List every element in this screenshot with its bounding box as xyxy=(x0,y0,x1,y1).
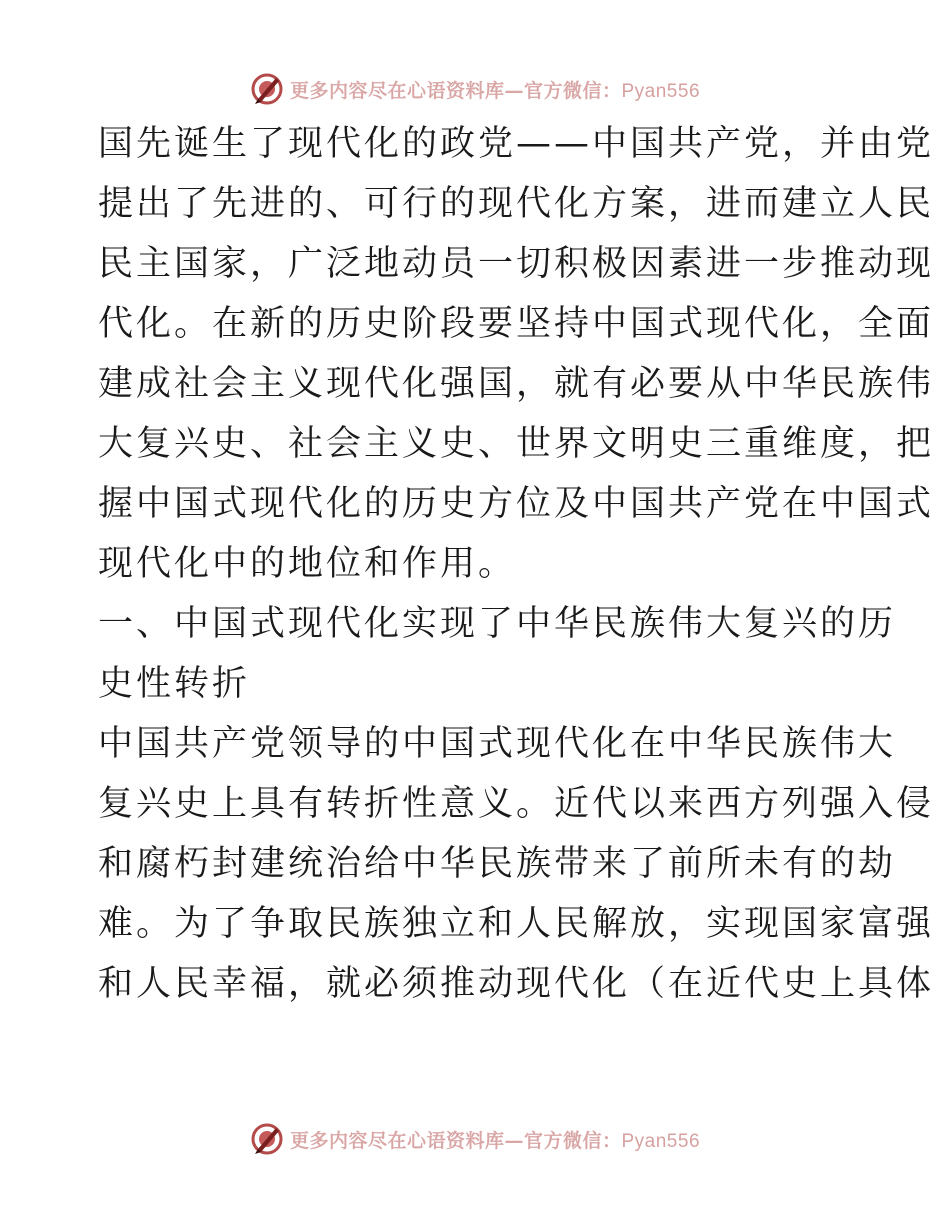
watermark-wechat-id: Pyan556 xyxy=(621,1130,701,1152)
text-line: 现代化中的地位和作用。 xyxy=(98,544,517,584)
paragraph-1 xyxy=(98,122,935,586)
document-body xyxy=(98,122,935,1022)
header-watermark xyxy=(0,72,950,106)
paragraph-2 xyxy=(98,722,935,1006)
text-line: 提出了先进的、可行的现代化方案，进而建立人民 xyxy=(98,184,935,224)
text-line: 复兴史上具有转折性意义。近代以来西方列强入侵 xyxy=(98,784,935,824)
watermark-text-cn: 更多内容尽在心语资料库—官方微信： xyxy=(289,1129,622,1152)
watermark-text xyxy=(290,1126,700,1153)
pen-logo-icon xyxy=(250,72,284,106)
watermark-wechat-id: Pyan556 xyxy=(621,80,701,102)
heading-line: 一、中国式现代化实现了中华民族伟大复兴的历 xyxy=(98,604,897,644)
text-line: 中国共产党领导的中国式现代化在中华民族伟大 xyxy=(98,724,897,764)
text-line: 和腐朽封建统治给中华民族带来了前所未有的劫 xyxy=(98,844,897,884)
watermark-text-cn: 更多内容尽在心语资料库—官方微信： xyxy=(289,79,622,102)
text-line: 民主国家，广泛地动员一切积极因素进一步推动现 xyxy=(98,244,935,284)
text-line: 和人民幸福，就必须推动现代化（在近代史上具体 xyxy=(98,964,935,1004)
text-line: 难。为了争取民族独立和人民解放，实现国家富强 xyxy=(98,904,935,944)
pen-logo-icon xyxy=(250,1122,284,1156)
text-line: 国先诞生了现代化的政党——中国共产党，并由党 xyxy=(98,124,935,164)
heading-line: 史性转折 xyxy=(98,664,251,704)
text-line: 代化。在新的历史阶段要坚持中国式现代化，全面 xyxy=(98,304,935,344)
footer-watermark xyxy=(0,1122,950,1156)
text-line: 握中国式现代化的历史方位及中国共产党在中国式 xyxy=(98,484,935,524)
text-line: 大复兴史、社会主义史、世界文明史三重维度，把 xyxy=(98,424,935,464)
section-heading xyxy=(98,602,897,706)
watermark-text xyxy=(290,76,700,103)
text-line: 建成社会主义现代化强国，就有必要从中华民族伟 xyxy=(98,364,935,404)
